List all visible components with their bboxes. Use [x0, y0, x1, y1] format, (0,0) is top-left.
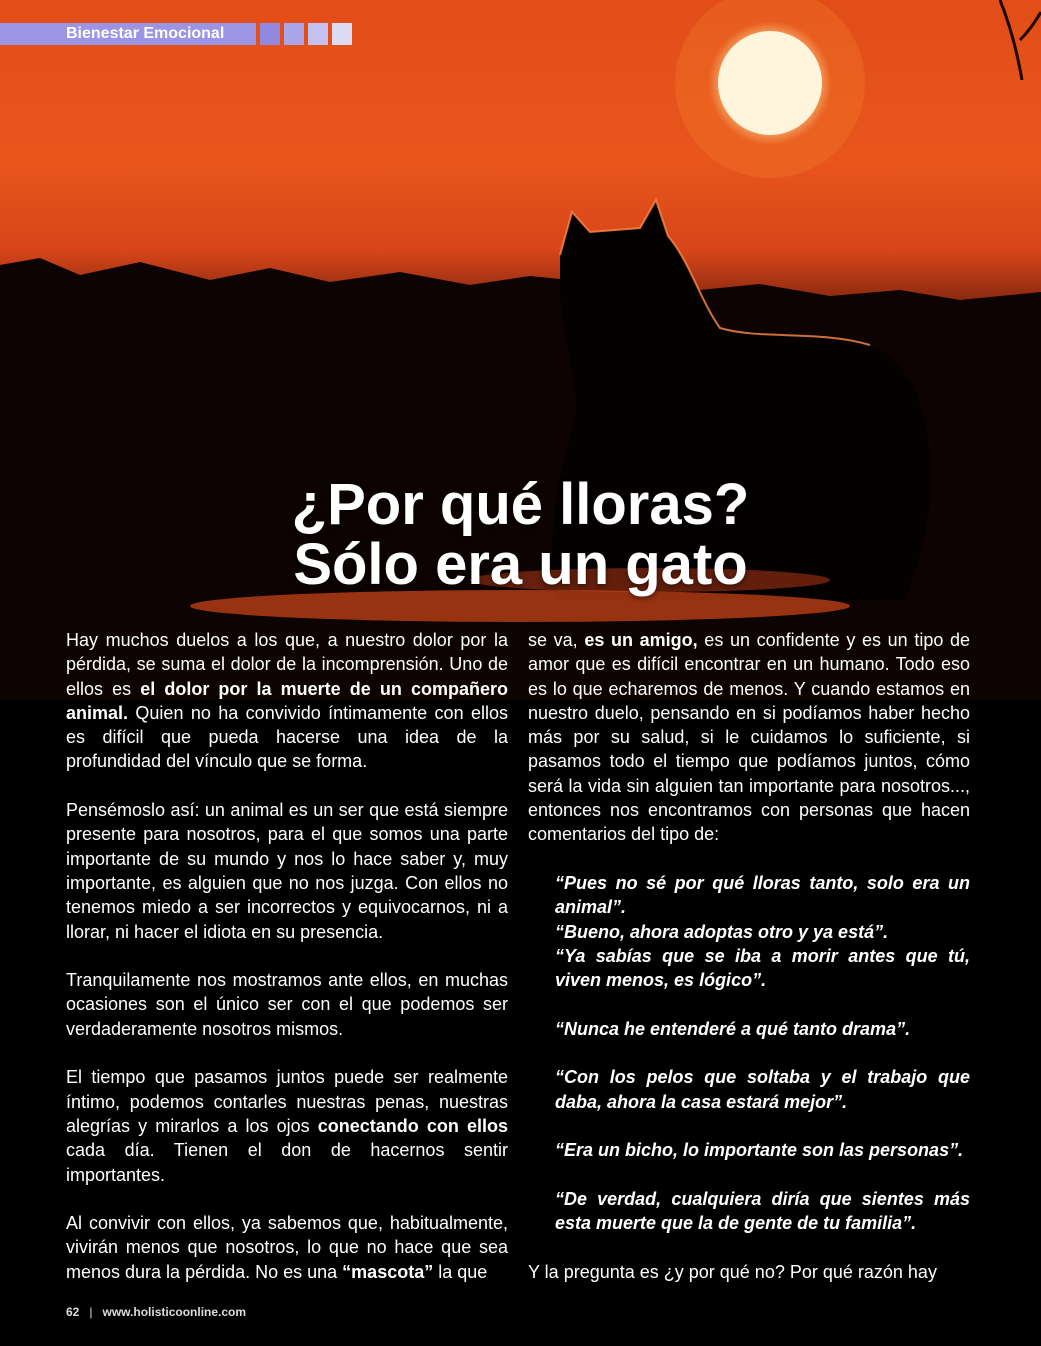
paragraph: Al convivir con ellos, ya sabemos que, habitualmente, vivirán menos que nosotros, lo que no hace que sea menos dura la pérdida. No es una “mascota” la que	[66, 1213, 508, 1282]
section-square	[260, 23, 280, 45]
page-footer	[66, 1305, 246, 1319]
section-square	[308, 23, 328, 45]
footer-separator: |	[89, 1305, 93, 1319]
quote: “De verdad, cualquiera diría que sientes más esta muerte que la de gente de tu familia”.	[555, 1188, 970, 1234]
paragraph: Tranquilamente nos mostramos ante ellos, en muchas ocasiones son el único ser con el que podemos ser verdaderamente nosotros mismos.	[66, 970, 508, 1039]
page-number: 62	[66, 1305, 80, 1319]
quote: “Nunca he entenderé a qué tanto drama”.	[555, 1018, 911, 1039]
quote: “Con los pelos que soltaba y el trabajo que daba, ahora la casa estará mejor”.	[555, 1067, 970, 1112]
right-column	[528, 628, 970, 1308]
article-title	[0, 472, 1041, 597]
quote: “Ya sabías que se iba a morir antes que tú, viven menos, es lógico”.	[555, 945, 970, 991]
quote: “Pues no sé por qué lloras tanto, solo era un animal”.	[555, 872, 970, 918]
section-header	[0, 23, 352, 45]
title-line-1: ¿Por qué lloras?	[291, 472, 750, 537]
section-label: Bienestar Emocional	[0, 23, 256, 45]
paragraph: se va, es un amigo, es un confidente y es un tipo de amor que es difícil encontrar en un humano. Todo eso es lo que echaremos de menos. Y cuando estamos en nuestro duelo, pensando en si podíamos haber hecho más por su salud, si le cuidamos lo suficiente, si pasamos todo el tiempo que podíamos juntos, cómo será la vida sin alguien tan importante para nosotros..., entonces nos encontramos con personas que hacen comentarios del tipo de:	[528, 630, 971, 845]
title-line-2: Sólo era un gato	[293, 532, 748, 597]
section-square	[284, 23, 304, 45]
paragraph: Hay muchos duelos a los que, a nuestro dolor por la pérdida, se suma el dolor de la incomprensión. Uno de ellos es el dolor por la muerte de un compañero animal. Quien no ha convivido íntimamente con ellos es difícil que pueda hacerse una idea de la profundidad del vínculo que se forma.	[66, 630, 508, 772]
left-column	[66, 628, 508, 1308]
quote: “Era un bicho, lo importante son las personas”.	[555, 1140, 964, 1161]
paragraph: Pensémoslo así: un animal es un ser que está siempre presente para nosotros, para el que somos una parte importante de su mundo y nos lo hace saber y, muy importante, es alguien que no nos juzga. Con ellos no tenemos miedo a ser incorrectos y equivocarnos, ni a llorar, ni hacer el idiota en su presencia.	[66, 800, 508, 942]
website-link[interactable]: www.holisticoonline.com	[102, 1305, 247, 1319]
quotes-block	[528, 871, 970, 1235]
paragraph: El tiempo que pasamos juntos puede ser realmente íntimo, podemos contarles nuestras penas, nuestras alegrías y mirarlos a los ojos conectando con ellos cada día. Tienen el don de hacernos sentir importantes.	[66, 1067, 508, 1185]
quote: “Bueno, ahora adoptas otro y ya está”.	[555, 921, 889, 942]
section-square	[332, 23, 352, 45]
paragraph: Y la pregunta es ¿y por qué no? Por qué razón hay	[528, 1261, 937, 1282]
